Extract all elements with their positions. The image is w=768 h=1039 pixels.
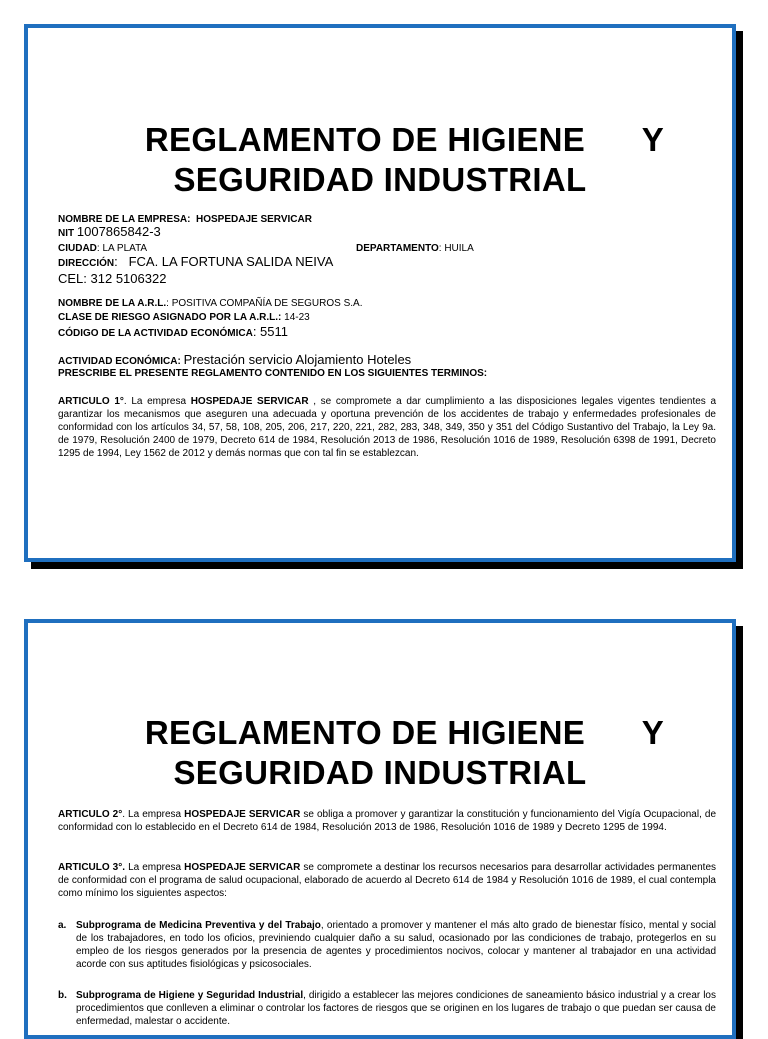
list-item-text: , orientado a promover y mantener el más alto grado de bienestar físico, mental y social de los trabajadores, en todo los oficios, previniendo cualquier daño a su salud, ocasionado por las condiciones de trabajo, protegerlos en su empleo de los riesgos generados por la presencia de agentes y procedimientos nocivos, colocar y mantener al trabajador en una actividad acorde con sus aptitudes fisiológicas y psicosociales. [76,920,716,970]
departamento-value: : HUILA [438,243,474,254]
actividad-line [58,354,411,368]
empresa-value: HOSPEDAJE SERVICAR [195,214,312,225]
codigo-label: CÓDIGO DE LA ACTIVIDAD ECONÓMICA [58,328,253,339]
art3-pre: La empresa [128,862,182,873]
art3-company: HOSPEDAJE SERVICAR [184,862,301,873]
riesgo-label: CLASE DE RIESGO ASIGNADO POR LA A.R.L.: [58,312,282,323]
direccion-value: : FCA. LA FORTUNA SALIDA NEIVA [114,254,334,269]
art1-text: , se compromete a dar cumplimiento a las disposiciones legales vigentes tendientes a garantizar los mecanismos que aseguren una adecuada y oportuna prevención de los accidentes de trabajo y enfermedades profesionales de conformidad con los artículos 34, 57, 58, 108, 205, 206, 217, 220, 221, 282, 283, 348, 349, 350 y 351 del Código Sustantivo del Trabajo, la Ley 9a. de 1979, Resolución 2400 de 1979, Decreto 614 de 1984, Resolución 2013 de 1986, Resolución 1016 de 1989, Resolución 6398 de 1991, Decreto 1295 de 1994, Ley 1562 de 2012 y demás normas que con tal fin se establezcan. [58,396,717,459]
art2-company: HOSPEDAJE SERVICAR [184,809,301,820]
nit-value: 1007865842-3 [76,224,161,239]
articulo-1 [58,395,716,460]
title2-line-2: SEGURIDAD INDUSTRIAL [173,754,587,791]
art1-company: HOSPEDAJE SERVICAR [190,396,309,407]
codigo-value: : 5511 [252,324,289,339]
arl-line [58,298,363,310]
codigo-line [58,326,288,340]
list-item [58,989,716,1028]
art1-pre: . La empresa [123,396,187,407]
title-line-2: SEGURIDAD INDUSTRIAL [173,161,587,198]
arl-value: : POSITIVA COMPAÑÍA DE SEGUROS S.A. [166,298,363,309]
list-marker: a. [58,920,67,931]
list-item-title: Subprograma de Higiene y Seguridad Industrial [76,990,304,1001]
ciudad-value: : LA PLATA [96,243,148,254]
title2-line-1: REGLAMENTO DE HIGIENE [144,714,586,751]
document-page-2 [24,619,736,1039]
art1-label: ARTICULO 1° [58,396,124,407]
articulo-3 [58,861,716,900]
art2-text: se obliga a promover y garantizar la constitución y funcionamiento del Vigía Ocupacional, de conformidad con lo establecido en el Decreto 614 de 1984, Resolución 2013 de 1986, Resolución 1016 de 1989 y Decreto 1295 de 1994. [58,809,717,833]
arl-label: NOMBRE DE LA A.R.L. [58,298,167,309]
nit-line [58,226,161,240]
art3-text: se compromete a destinar los recursos necesarios para desarrollar actividades permanentes de conformidad con el programa de salud ocupacional, elaborado de acuerdo al Decreto 614 de 1984 y Resolución 1016 de 1989, el cual contempla como mínimo los siguientes aspectos: [58,862,717,899]
art3-label: ARTICULO 3°. [58,862,126,873]
prescribe-heading: PRESCRIBE EL PRESENTE REGLAMENTO CONTENIDO EN LOS SIGUIENTES TERMINOS: [58,368,488,379]
riesgo-value: 14-23 [284,312,310,323]
nit-label: NIT [58,228,75,239]
riesgo-line [58,312,310,324]
direccion-line [58,256,333,270]
page-title [28,120,732,200]
title-y: Y [641,121,664,158]
list-item [58,919,716,971]
empresa-label: NOMBRE DE LA EMPRESA: [58,214,191,225]
ciudad-label: CIUDAD [58,243,97,254]
departamento-label: DEPARTAMENTO [356,243,439,254]
articulo-2 [58,808,716,834]
list-item-title: Subprograma de Medicina Preventiva y del Trabajo [76,920,321,931]
departamento-line [356,243,474,255]
art2-label: ARTICULO 2° [58,809,123,820]
document-page-1 [24,24,736,562]
title-line-1: REGLAMENTO DE HIGIENE [144,121,586,158]
cel-line: CEL: 312 5106322 [58,271,167,286]
list-marker: b. [58,990,67,1001]
title2-y: Y [641,714,664,751]
art2-pre: . La empresa [122,809,182,820]
page-title-2 [28,713,732,793]
direccion-label: DIRECCIÓN [58,258,115,269]
actividad-label: ACTIVIDAD ECONÓMICA: [58,356,181,367]
list-item-text: , dirigido a establecer las mejores condiciones de saneamiento básico industrial y a crear los procedimientos que conlleven a eliminar o controlar los factores de riesgos que se originen en los lugares de trabajo o que puedan ser causa de enfermedad, malestar o accidente. [76,990,716,1027]
actividad-value: Prestación servicio Alojamiento Hoteles [183,352,412,367]
